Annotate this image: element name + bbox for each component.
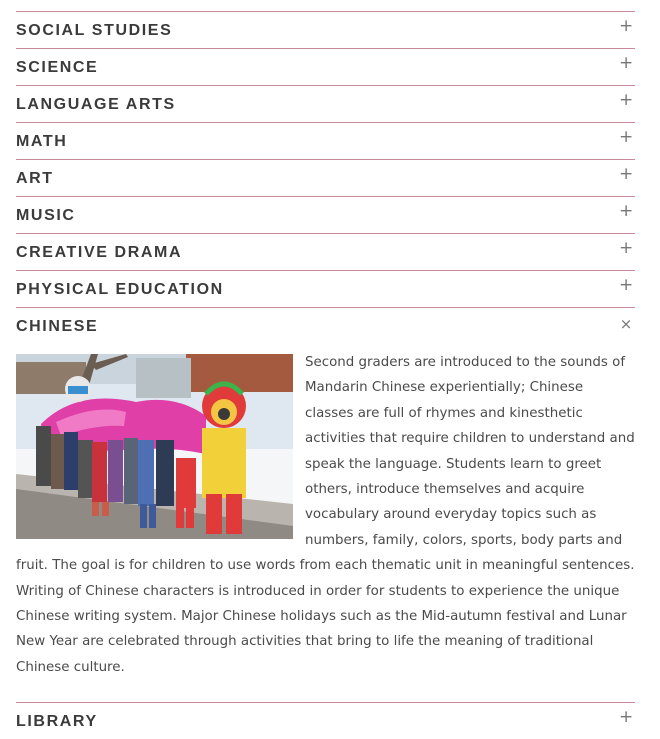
accordion-header-library[interactable] [16,703,635,739]
accordion-header-science[interactable] [16,49,635,85]
accordion-section-social-studies [16,11,635,48]
chinese-description: Second graders are introduced to the sounds of Mandarin Chinese experientially; Chinese classes are full of rhymes and kinesthetic activities that require children to understand and speak the language. Students learn to greet others, introduce themselves and acquire vocabulary around everyday topics such as numbers, family, colors, sports, body parts and fruit. The goal is for children to use words from each thematic unit in meaningful sentences. Writing of Chinese characters is introduced in order for students to experience the unique Chinese writing system. Major Chinese holidays such as the Mid-autumn festival and Lunar New Year are celebrated through activities that bring to life the meaning of traditional Chinese culture. [16,355,635,675]
accordion-header-creative-drama[interactable] [16,234,635,270]
section-title: MATH [16,133,68,150]
accordion-header-physical-education[interactable] [16,271,635,307]
plus-icon[interactable]: + [619,238,634,258]
section-title: MUSIC [16,207,76,224]
section-title: PHYSICAL EDUCATION [16,281,224,298]
section-title: SOCIAL STUDIES [16,22,173,39]
accordion-panel-chinese [16,344,635,702]
accordion-section-science [16,48,635,85]
photo-children-lion-dance-icon [16,354,293,539]
plus-icon[interactable]: + [619,53,634,73]
accordion-header-music[interactable] [16,197,635,233]
accordion-header-math[interactable] [16,123,635,159]
plus-icon[interactable]: + [619,127,634,147]
plus-icon[interactable]: + [619,201,634,221]
accordion-section-chinese [16,307,635,702]
accordion-section-math [16,122,635,159]
plus-icon[interactable]: + [619,707,634,728]
accordion-section-music [16,196,635,233]
accordion-header-language-arts[interactable] [16,86,635,122]
close-icon[interactable]: × [619,315,633,333]
section-title: LANGUAGE ARTS [16,96,176,113]
plus-icon[interactable]: + [619,164,634,184]
plus-icon[interactable]: + [619,90,634,110]
accordion-section-library [16,702,635,739]
accordion-section-art [16,159,635,196]
accordion-header-social-studies[interactable] [16,12,635,48]
accordion-section-language-arts [16,85,635,122]
photo-children-lion-dance [16,354,293,539]
accordion-header-chinese[interactable] [16,308,635,344]
curriculum-accordion [16,11,635,739]
section-title: LIBRARY [16,713,98,731]
section-title: CREATIVE DRAMA [16,244,183,261]
section-title: ART [16,170,54,187]
accordion-header-art[interactable] [16,160,635,196]
accordion-section-physical-education [16,270,635,307]
section-title: CHINESE [16,318,99,335]
plus-icon[interactable]: + [619,275,634,295]
section-title: SCIENCE [16,59,99,76]
plus-icon[interactable]: + [619,16,634,36]
accordion-section-creative-drama [16,233,635,270]
